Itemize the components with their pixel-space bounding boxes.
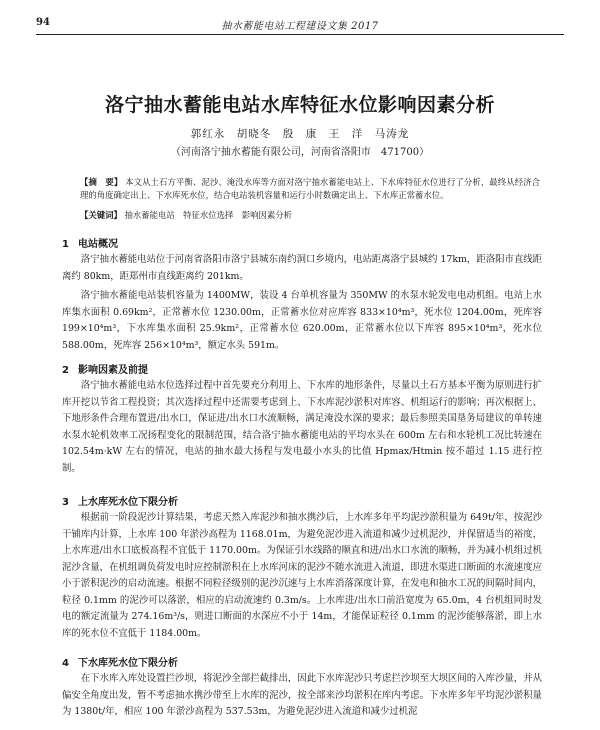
paper-title: 洛宁抽水蓄能电站水库特征水位影响因素分析 xyxy=(104,94,495,116)
paragraph: 根据前一阶段泥沙计算结果，考虑天然入库泥沙和抽水携沙后，上水库多年平均泥沙淤积量为 649t/年，按泥沙干铺库内计算，上水库 100 年淤沙高程为 1168.01m，为避免泥沙进入流道和减少过机泥沙，并保留适当的裕度，上水库进/出水口底板高程不宜低于 1170.00m。为保证引水线路的顺直和进/出水口水流的顺畅，并为减小机组过机泥沙含量，在机组调负荷发电时应控制淤积在上水库河床的泥沙不随水流进入流道，即进水渠进口断面的水流速度应小于淤积泥沙的启动流速。根据不同粒径级别的泥沙沉速与上水库消落深度计算，在发电和抽水工况的间隔时间内，粒径 0.1mm 的泥沙可以落淤，相应的启动流速约 0.3m/s。上水库进/出水口前沿宽度为 65.0m，4 台机组同时发电的额定流量为 274.16m³/s，则进口断面的水深应不小于 14m，才能保证粒径 0.1mm 的泥沙能够落淤，即上水库的死水位不宜低于 1184.00m。 xyxy=(62,512,542,639)
section-title: 下水库死水位下限分析 xyxy=(78,658,178,669)
section-number: 2 xyxy=(62,365,69,376)
section-number: 4 xyxy=(62,658,69,669)
abstract xyxy=(80,176,540,202)
section-heading-1 xyxy=(62,235,118,250)
paragraph: 洛宁抽水蓄能电站位于河南省洛阳市洛宁县城东南约洞口乡境内，电站距离洛宁县城约 17km，距洛阳市直线距离约 80km，距郑州市直线距离约 201km。 xyxy=(62,254,542,282)
section-title: 电站概况 xyxy=(78,239,118,250)
affiliation: （河南洛宁抽水蓄能有限公司，河南省洛阳市 471700） xyxy=(170,147,430,158)
page-header xyxy=(36,16,564,35)
author-list: 郭红永 胡晓冬 殷 康 王 洋 马涛龙 xyxy=(190,128,410,140)
keywords xyxy=(80,209,540,222)
abstract-text: 本文从土石方平衡、泥沙、淹没水库等方面对洛宁抽水蓄能电站上、下水库特征水位进行了分析，最终从经济合理的角度确定出上、下水库死水位，结合电站装机容量和运行小时数确定出上、下水库正常蓄水位。 xyxy=(80,177,541,200)
paragraph: 洛宁抽水蓄能电站装机容量为 1400MW，装设 4 台单机容量为 350MW 的水泵水轮发电电动机组。电站上水库集水面积 0.69km²，正常蓄水位 1230.00m，正常蓄水位对应库容 833×10⁴m³，死水位 1204.00m，死库容 199×10⁴m³，下水库集水面积 25.9km²，正常蓄水位 620.00m，正常蓄水位以下库容 895×10⁴m³，死水位 588.00m，死库容 256×10⁴m³，额定水头 591m。 xyxy=(62,290,542,351)
keywords-label: 【关键词】 xyxy=(80,210,122,220)
section-heading-2 xyxy=(62,361,148,376)
section-heading-3 xyxy=(62,493,178,508)
paragraph: 在下水库入库处设置拦沙坝，将泥沙全部拦截排出，因此下水库泥沙只考虑拦沙坝至大坝区间的入库沙量，并从偏安全角度出发，暂不考虑抽水携沙带至上水库的泥沙，按全部来沙均淤积在库内考虑。下水库多年平均泥沙淤积量为 1380t/年，相应 100 年淤沙高程为 537.53m，为避免泥沙进入流道和减少过机泥 xyxy=(62,673,542,717)
section-title: 影响因素及前提 xyxy=(78,365,148,376)
page-number: 94 xyxy=(36,17,50,28)
keywords-text: 抽水蓄能电站 特征水位选择 影响因素分析 xyxy=(124,210,293,220)
abstract-label: 【摘 要】 xyxy=(80,177,123,187)
paragraph: 洛宁抽水蓄能电站水位选择过程中首先要充分利用上、下水库的地形条件，尽量以土石方基本平衡为原则进行扩库开挖以节省工程投资；其次选择过程中还需要考虑到上、下水库泥沙淤积对库容、机组运行的影响；再次根据上、下地形条件合理布置进/出水口，保证进/出水口水流顺畅，满足淹没水深的要求；最后参照美国垦务局建议的单转速水泵水轮机效率工况扬程变化的限制范围，结合洛宁抽水蓄能电站的平均水头在 600m 左右和水轮机工况比转速在 102.54m·kW 左右的情况，电站的抽水最大扬程与发电最小水头的比值 Hpmax/Htmin 按不超过 1.15 进行控制。 xyxy=(62,380,542,474)
section-title: 上水库死水位下限分析 xyxy=(78,497,178,508)
section-heading-4 xyxy=(62,654,178,669)
section-number: 3 xyxy=(62,497,69,508)
journal-title: 抽水蓄能电站工程建设文集 2017 xyxy=(221,21,379,32)
section-number: 1 xyxy=(62,239,69,250)
